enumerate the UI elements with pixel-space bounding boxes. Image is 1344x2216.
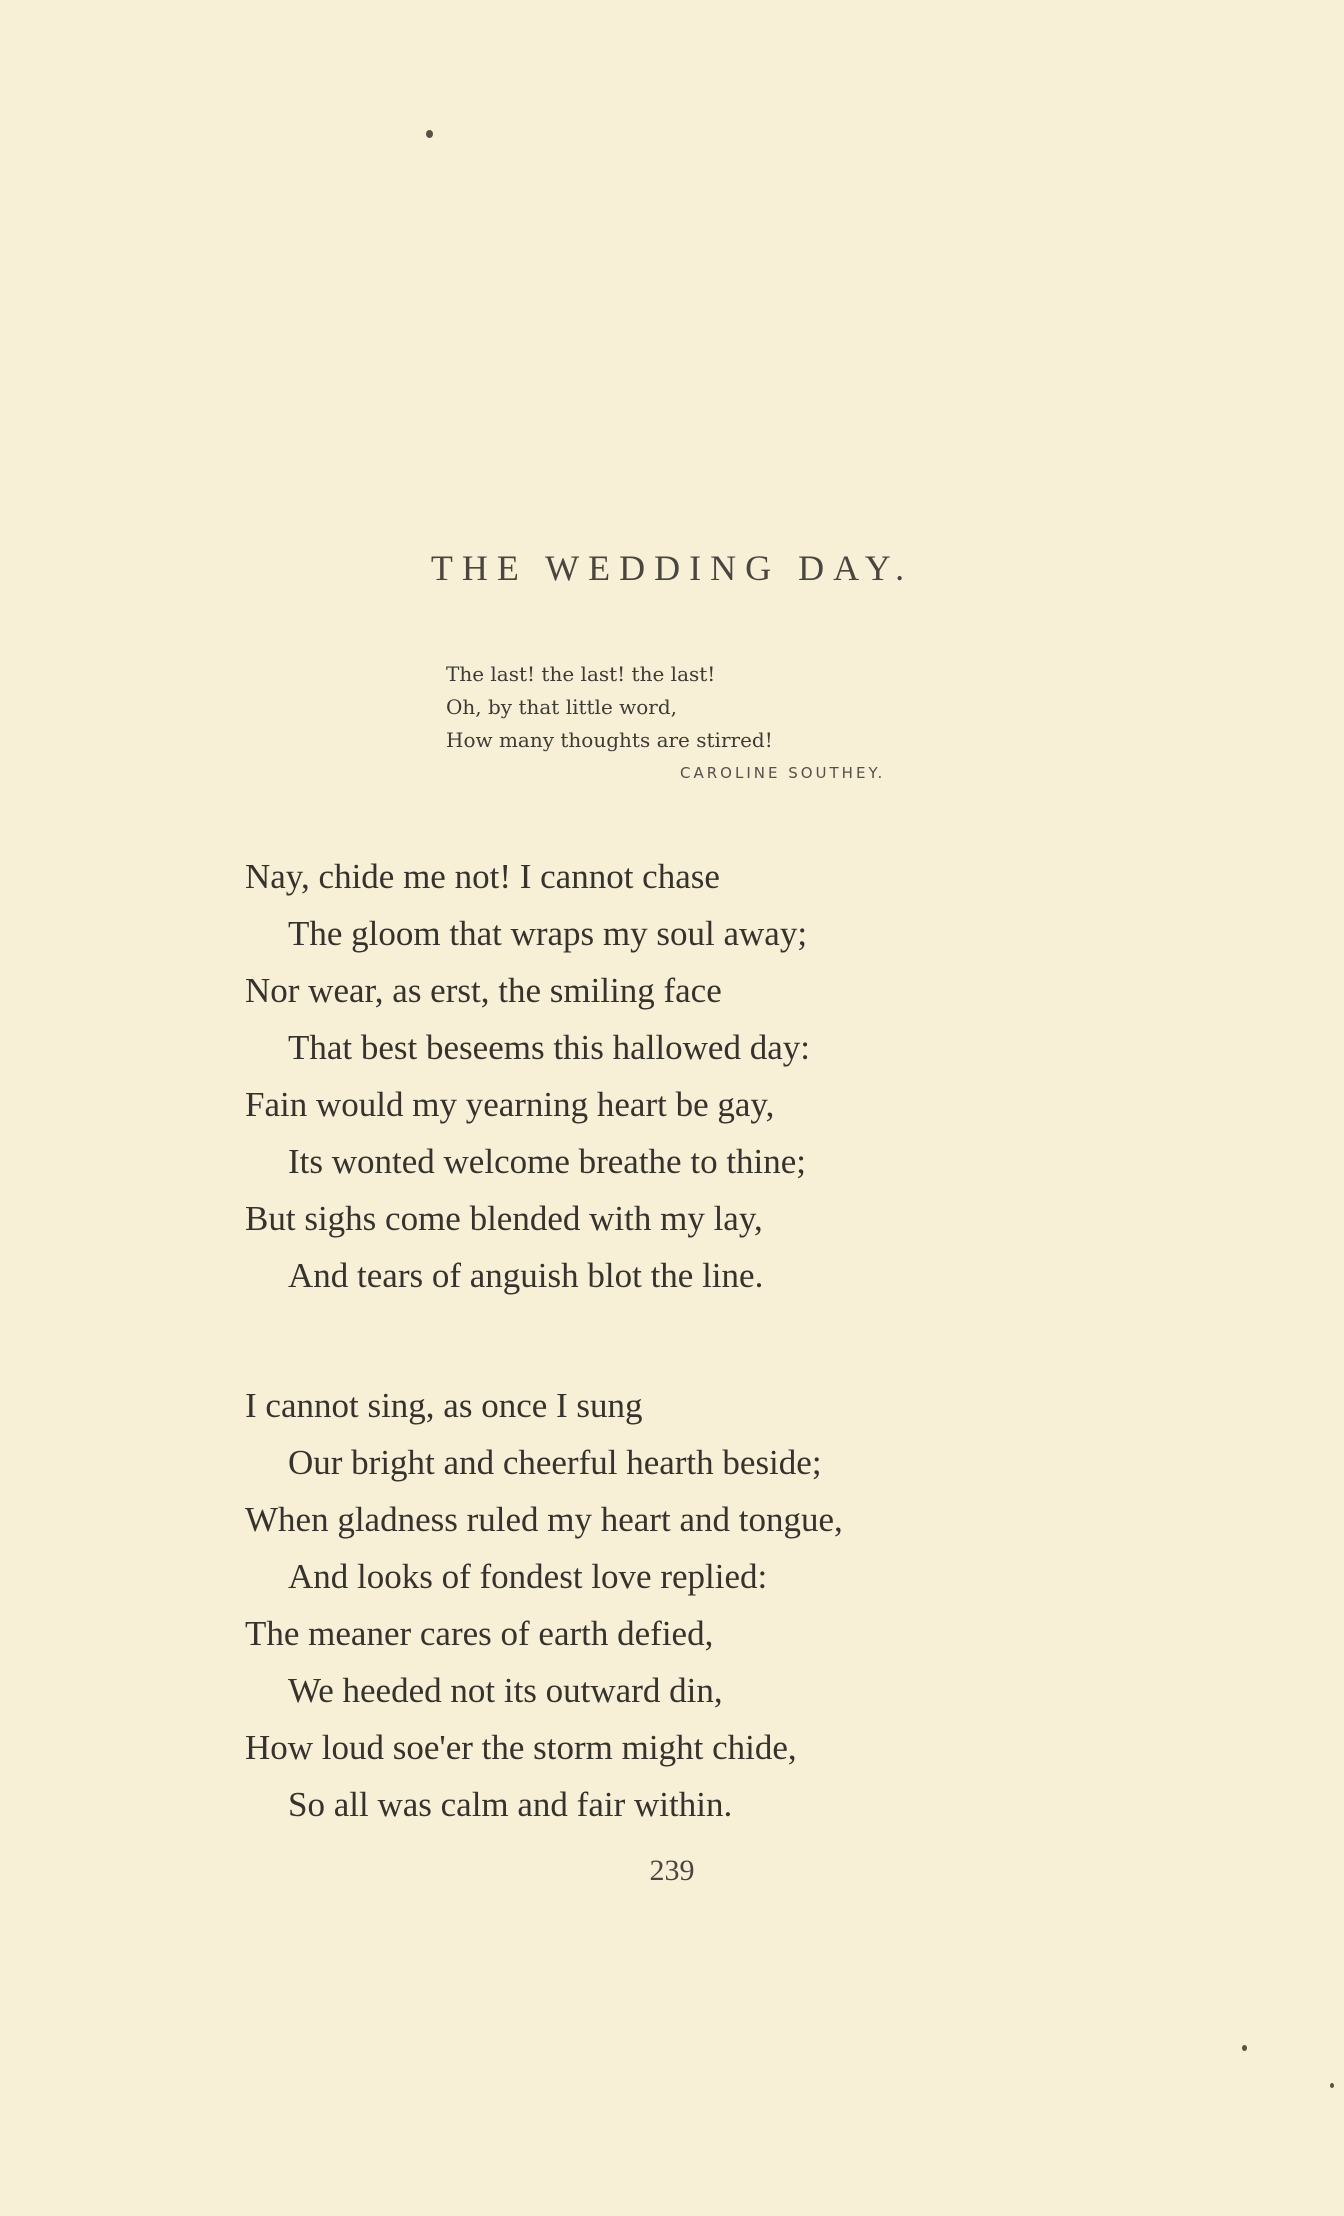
- poem-line: That best beseems this hallowed day:: [288, 1028, 810, 1067]
- epigraph-attribution: CAROLINE SOUTHEY.: [680, 764, 886, 782]
- poem-line: Nay, chide me not! I cannot chase: [245, 857, 720, 896]
- poem-line: So all was calm and fair within.: [288, 1785, 733, 1824]
- stanza-2: [245, 1377, 843, 1833]
- poem-line: The gloom that wraps my soul away;: [288, 914, 808, 953]
- poem-line: When gladness ruled my heart and tongue,: [245, 1500, 843, 1539]
- paper-speck: [426, 130, 433, 138]
- poem-line: Nor wear, as erst, the smiling face: [245, 971, 722, 1010]
- poem-line: But sighs come blended with my lay,: [245, 1199, 763, 1238]
- poem-line: The meaner cares of earth defied,: [245, 1614, 714, 1653]
- epigraph-line: How many thoughts are stirred!: [446, 728, 773, 752]
- poem-line: And looks of fondest love replied:: [288, 1557, 768, 1596]
- paper-speck: [1242, 2045, 1247, 2051]
- poem-line: How loud soe'er the storm might chide,: [245, 1728, 797, 1767]
- poem-line: We heeded not its outward din,: [288, 1671, 723, 1710]
- page-number: 239: [649, 1854, 695, 1887]
- poem-line: Our bright and cheerful hearth beside;: [288, 1443, 822, 1482]
- epigraph: [446, 658, 773, 757]
- paper-speck: [1330, 2083, 1334, 2088]
- poem-title: THE WEDDING DAY.: [430, 548, 914, 588]
- poem-line: Its wonted welcome breathe to thine;: [288, 1142, 807, 1181]
- epigraph-line: Oh, by that little word,: [446, 695, 678, 719]
- stanza-1: [245, 848, 810, 1304]
- poem-line: And tears of anguish blot the line.: [288, 1256, 764, 1295]
- epigraph-line: The last! the last! the last!: [446, 662, 716, 686]
- poem-line: Fain would my yearning heart be gay,: [245, 1085, 775, 1124]
- poem-line: I cannot sing, as once I sung: [245, 1386, 643, 1425]
